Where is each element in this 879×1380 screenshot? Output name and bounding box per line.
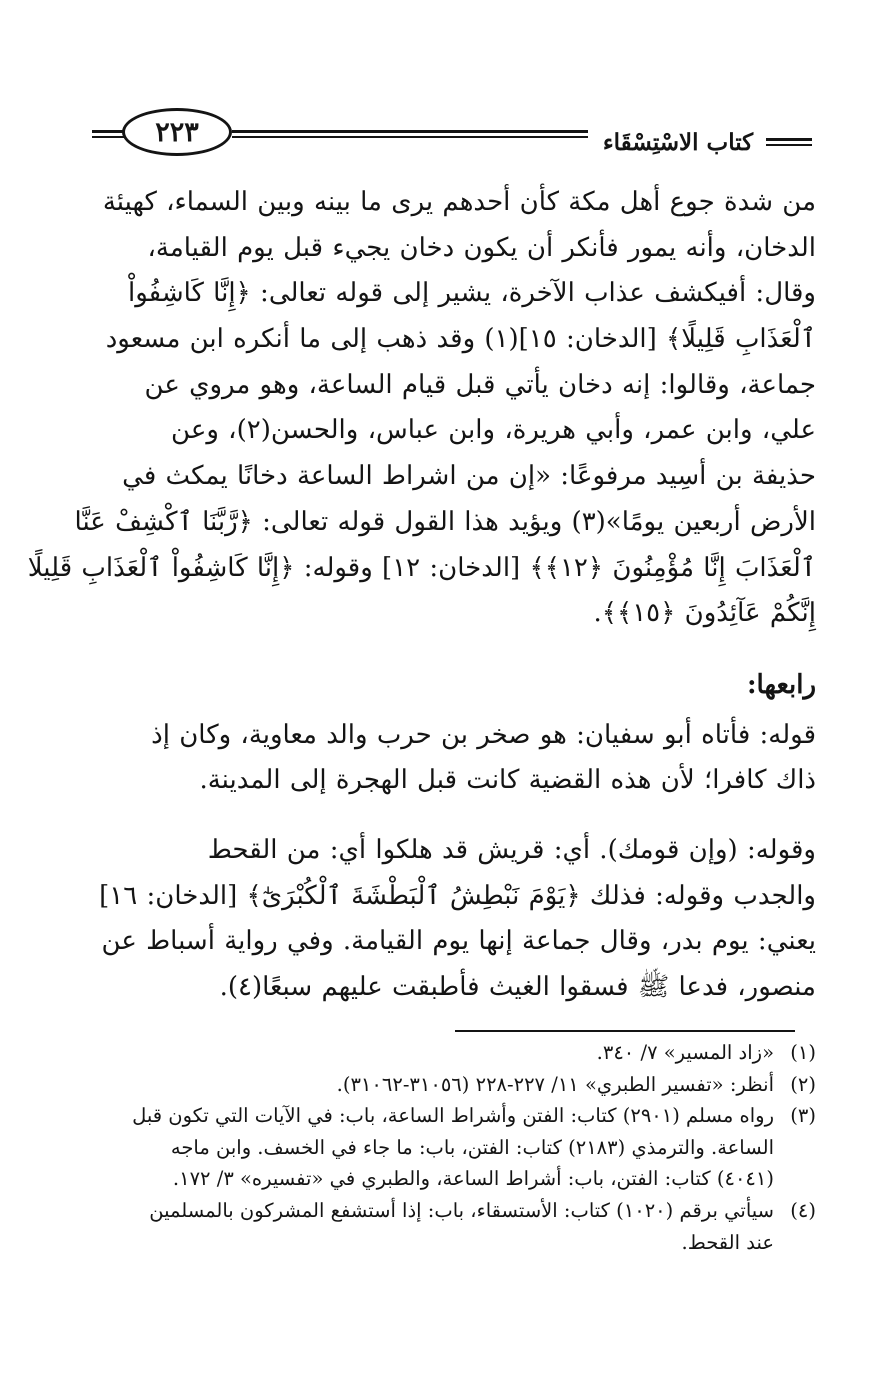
footnote-line: رواه مسلم (٢٩٠١) كتاب: الفتن وأشراط الساعة، باب: في الآيات التي تكون قبل [132, 1104, 774, 1128]
text-line: يعني: يوم بدر، وقال جماعة إنها يوم القيامة. وفي رواية أسباط عن [101, 926, 816, 957]
text-line: وقال: أفيكشف عذاب الآخرة، يشير إلى قوله تعالى: ﴿إِنَّا كَاشِفُواْ [128, 278, 816, 309]
footnote-separator [455, 1030, 795, 1032]
text-line: قوله: فأتاه أبو سفيان: هو صخر بن حرب والد معاوية، وكان إذ [151, 719, 816, 750]
paragraph-gap [84, 804, 816, 828]
footnote-text [84, 1100, 774, 1195]
page-header [0, 108, 879, 168]
footnote-line: «زاد المسير» ٧/ ٣٤٠. [596, 1041, 774, 1064]
text-line: إِنَّكُمْ عَآئِدُونَ ﴿١٥﴾﴾. [593, 598, 816, 629]
header-rule-right-bottom [766, 144, 812, 146]
text-line: ذاك كافرا؛ لأن هذه القضية كانت قبل الهجرة إلى المدينة. [199, 765, 816, 796]
footnotes [84, 1037, 816, 1258]
text-line: من شدة جوع أهل مكة كأن أحدهم يرى ما بينه وبين السماء، كهيئة [102, 187, 816, 217]
footnote-text [84, 1037, 774, 1069]
footnote-line: عند القحط. [681, 1230, 774, 1254]
footnote-4 [84, 1195, 816, 1258]
text-line: والجدب وقوله: فذلك ﴿يَوْمَ نَبْطِشُ ٱلْبَطْشَةَ ٱلْكُبْرَىٰٓ﴾ [الدخان: ١٦] [99, 880, 816, 911]
header-rule-right-top [766, 138, 812, 141]
footnote-3 [84, 1100, 816, 1195]
footnote-text [84, 1195, 774, 1258]
footnote-number: (١) [790, 1041, 816, 1064]
running-title: كتاب الاسْتِسْقَاء [602, 129, 754, 156]
footnote-text [84, 1069, 774, 1101]
section-heading: رابعها: [746, 669, 816, 700]
text-line: علي، وابن عمر، وأبي هريرة، وابن عباس، والحسن(٢)، وعن [171, 415, 816, 446]
paragraph-1 [27, 180, 816, 637]
header-rule-middle-bottom [232, 136, 588, 138]
text-line: وقوله: (وإن قومك). أي: قريش قد هلكوا أي: من القحط [207, 834, 816, 865]
page-number: ٢٢٣ [122, 108, 232, 156]
main-text [27, 180, 816, 1011]
footnote-number: (٢) [790, 1072, 816, 1096]
text-line: ٱلْعَذَابِ قَلِيلًا﴾ [الدخان: ١٥](١) وقد ذهب إلى ما أنكره ابن مسعود [105, 324, 816, 355]
footnote-line: الساعة. والترمذي (٢١٨٣) كتاب: الفتن، باب: ما جاء في الخسف. وابن ماجه [170, 1135, 774, 1159]
footnote-number: (٣) [790, 1104, 816, 1128]
paragraph-3 [84, 828, 816, 1011]
footnote-number: (٤) [790, 1198, 816, 1222]
footnote-line: أنظر: «تفسير الطبري» ١١/ ٢٢٧-٢٢٨ (٣١٠٥٦-٣١٠٦٢). [336, 1072, 774, 1096]
footnote-line: سيأتي برقم (١٠٢٠) كتاب: الأستسقاء، باب: إذا أستشفع المشركون بالمسلمين [149, 1198, 774, 1222]
footnote-line: (٤٠٤١) كتاب: الفتن، باب: أشراط الساعة، والطبري في «تفسيره» ٣/ ١٧٢. [172, 1167, 774, 1191]
text-line: الدخان، وأنه يمور فأنكر أن يكون دخان يجيء قبل يوم القيامة، [147, 232, 816, 263]
footnote-1 [84, 1037, 816, 1069]
text-line: الأرض أربعين يومًا»(٣) ويؤيد هذا القول قوله تعالى: ﴿رَّبَّنَا ٱكْشِفْ عَنَّا [74, 506, 816, 537]
text-line: منصور، فدعا ﷺ فسقوا الغيث فأطبقت عليهم سبعًا(٤). [219, 972, 816, 1003]
text-line: ٱلْعَذَابَ إِنَّا مُؤْمِنُونَ ﴿١٢﴾﴾ [الدخان: ١٢] وقوله: ﴿إِنَّا كَاشِفُواْ ٱلْعَذَابِ قَلِيلًا [27, 552, 816, 583]
text-line: حذيفة بن أسِيد مرفوعًا: «إن من اشراط الساعة دخانًا يمكث في [122, 461, 816, 492]
header-rule-middle-top [232, 130, 588, 133]
paragraph-2 [84, 713, 816, 804]
footnote-2 [84, 1069, 816, 1101]
text-line: جماعة، وقالوا: إنه دخان يأتي قبل قيام الساعة، وهو مروي عن [144, 369, 816, 400]
